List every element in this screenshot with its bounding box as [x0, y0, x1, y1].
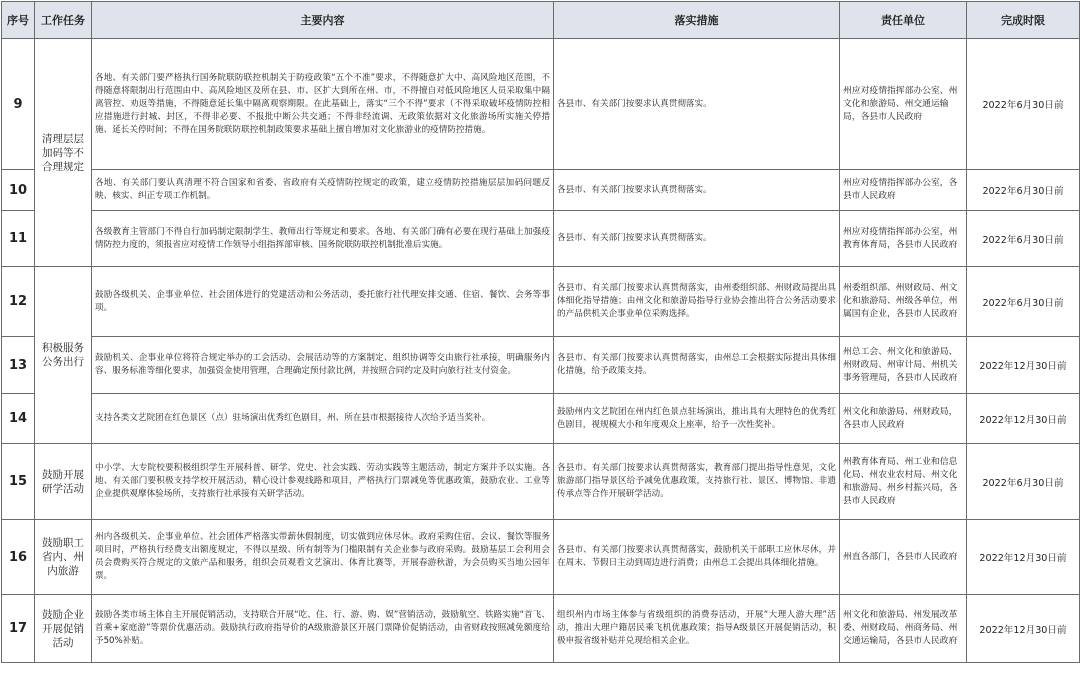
table-row — [2, 444, 1080, 520]
measures-cell: 各县市、有关部门按要求认真贯彻落实，由州总工会根据实际提出具体细化措施，给予政策支持。 — [554, 337, 840, 394]
deadline-cell: 2022年6月30日前 — [967, 170, 1080, 211]
table-row — [2, 211, 1080, 267]
deadline-cell: 2022年12月30日前 — [967, 337, 1080, 394]
deadline-cell: 2022年12月30日前 — [967, 520, 1080, 595]
measures-cell: 各县市、有关部门按要求认真贯彻落实，鼓励机关干部职工应休尽休，并在周末、节假日主动到周边进行消费；由州总工会提出具体细化措施。 — [554, 520, 840, 595]
row-seq: 14 — [2, 394, 35, 444]
unit-cell: 州总工会、州文化和旅游局、州财政局、州审计局、州机关事务管理局，各县市人民政府 — [840, 337, 967, 394]
unit-cell: 州文化和旅游局、州发展改革委、州财政局、州商务局、州交通运输局，各县市人民政府 — [840, 595, 967, 663]
unit-cell: 州直各部门，各县市人民政府 — [840, 520, 967, 595]
measures-cell: 组织州内市场主体参与省级组织的消费券活动，开展“大理人游大理”活动，推出大理户籍居民乘飞机优惠政策；指导A级景区开展促销活动，积极申报省级补贴并兑现给相关企业。 — [554, 595, 840, 663]
task-cell: 鼓励职工省内、州内旅游 — [35, 520, 92, 595]
table-row — [2, 520, 1080, 595]
header-measures: 落实措施 — [554, 2, 840, 39]
task-cell: 积极服务公务出行 — [35, 267, 92, 444]
content-cell: 鼓励机关、企事业单位将符合规定举办的工会活动、会展活动等的方案制定、组织协调等交由旅行社承接，明确服务内容、服务标准等细化要求，加强资金使用管理，合理确定预付款比例，并按照合同约定及时向旅行社支付资金。 — [92, 337, 554, 394]
unit-cell: 州文化和旅游局、州财政局，各县市人民政府 — [840, 394, 967, 444]
deadline-cell: 2022年6月30日前 — [967, 211, 1080, 267]
content-cell: 支持各类文艺院团在红色景区（点）驻场演出优秀红色剧目，州、所在县市根据接待人次给予适当奖补。 — [92, 394, 554, 444]
deadline-cell: 2022年6月30日前 — [967, 267, 1080, 337]
table-row — [2, 39, 1080, 170]
row-seq: 15 — [2, 444, 35, 520]
header-task: 工作任务 — [35, 2, 92, 39]
measures-cell: 各县市、有关部门按要求认真贯彻落实。 — [554, 39, 840, 170]
table-row — [2, 267, 1080, 337]
row-seq: 12 — [2, 267, 35, 337]
header-seq: 序号 — [2, 2, 35, 39]
policy-table — [1, 1, 1080, 663]
content-cell: 鼓励各类市场主体自主开展促销活动，支持联合开展“吃、住、行、游、购、娱”营销活动，鼓励航空、铁路实施“首飞、首乘+家庭游”等票价优惠活动。鼓励执行政府指导价的A级旅游景区开展门票降价促销活动，由省财政按照减免额度给予50%补贴。 — [92, 595, 554, 663]
table-row — [2, 337, 1080, 394]
measures-cell: 各县市、有关部门按要求认真贯彻落实，教育部门提出指导性意见，文化旅游部门指导景区给予减免优惠政策，支持旅行社、景区、博物馆、非遗传承点等合作开展研学活动。 — [554, 444, 840, 520]
unit-cell: 州教育体育局、州工业和信息化局、州农业农村局、州文化和旅游局、州乡村振兴局，各县市人民政府 — [840, 444, 967, 520]
table-header-row — [2, 2, 1080, 39]
row-seq: 11 — [2, 211, 35, 267]
deadline-cell: 2022年6月30日前 — [967, 39, 1080, 170]
task-cell: 鼓励开展研学活动 — [35, 444, 92, 520]
unit-cell: 州应对疫情指挥部办公室，州教育体育局，各县市人民政府 — [840, 211, 967, 267]
row-seq: 16 — [2, 520, 35, 595]
content-cell: 中小学、大专院校要积极组织学生开展科普、研学、党史、社会实践、劳动实践等主题活动，制定方案并予以实施。各地、有关部门要积极支持学校开展活动，精心设计参观线路和项目，严格执行门票减免等优惠政策，鼓励农业、工业等企业提供观摩体验场所，支持旅行社承接有关研学活动。 — [92, 444, 554, 520]
content-cell: 州内各级机关、企事业单位、社会团体严格落实带薪休假制度，切实做到应休尽休。政府采购住宿、会议、餐饮等服务项目时，严格执行经费支出额度规定，不得以星级、所有制等为门槛限制有关企业参与政府采购。鼓励基层工会利用会员会费购买符合规定的文旅产品和服务，组织会员观看文艺演出、体育比赛等，开展春游秋游，为会员购买当地公园年票。 — [92, 520, 554, 595]
content-cell: 各地、有关部门要认真清理不符合国家和省委、省政府有关疫情防控规定的政策，建立疫情防控措施层层加码问题反映、核实、纠正专项工作机制。 — [92, 170, 554, 211]
row-seq: 10 — [2, 170, 35, 211]
measures-cell: 各县市、有关部门按要求认真贯彻落实，由州委组织部、州财政局提出具体细化指导措施；由州文化和旅游局指导行业协会推出符合公务活动要求的产品供机关企事业单位采购选择。 — [554, 267, 840, 337]
header-unit: 责任单位 — [840, 2, 967, 39]
header-content: 主要内容 — [92, 2, 554, 39]
content-cell: 各级教育主管部门不得自行加码制定限制学生、教师出行等规定和要求。各地、有关部门确有必要在现行基础上加强疫情防控力度的，须报省应对疫情工作领导小组指挥部审核、国务院联防联控机制批准后实施。 — [92, 211, 554, 267]
measures-cell: 鼓励州内文艺院团在州内红色景点驻场演出，推出具有大理特色的优秀红色剧目，视规模大小和年度观众上座率，给予一次性奖补。 — [554, 394, 840, 444]
deadline-cell: 2022年12月30日前 — [967, 394, 1080, 444]
task-cell: 清理层层加码等不合理规定 — [35, 39, 92, 267]
row-seq: 9 — [2, 39, 35, 170]
table-row — [2, 595, 1080, 663]
deadline-cell: 2022年12月30日前 — [967, 595, 1080, 663]
row-seq: 13 — [2, 337, 35, 394]
unit-cell: 州应对疫情指挥部办公室、州文化和旅游局、州交通运输局，各县市人民政府 — [840, 39, 967, 170]
content-cell: 鼓励各级机关、企事业单位、社会团体进行的党建活动和公务活动，委托旅行社代理安排交通、住宿、餐饮、会务等事项。 — [92, 267, 554, 337]
measures-cell: 各县市、有关部门按要求认真贯彻落实。 — [554, 170, 840, 211]
unit-cell: 州应对疫情指挥部办公室，各县市人民政府 — [840, 170, 967, 211]
table-row — [2, 170, 1080, 211]
row-seq: 17 — [2, 595, 35, 663]
task-cell: 鼓励企业开展促销活动 — [35, 595, 92, 663]
deadline-cell: 2022年6月30日前 — [967, 444, 1080, 520]
unit-cell: 州委组织部、州财政局、州文化和旅游局、州级各单位，州属国有企业，各县市人民政府 — [840, 267, 967, 337]
measures-cell: 各县市、有关部门按要求认真贯彻落实。 — [554, 211, 840, 267]
header-deadline: 完成时限 — [967, 2, 1080, 39]
content-cell: 各地、有关部门要严格执行国务院联防联控机制关于防疫政策“五个不准”要求，不得随意扩大中、高风险地区范围，不得随意将限制出行范围由中、高风险地区及所在县、市、区扩大到所在州、市，不得擅自对低风险地区人员采取集中隔离管控、劝返等措施，不得随意延长集中隔离观察期限。在此基础上，落实“三个不得”要求（不得采取破坏疫情防控相应措施进行封城、封区，不得非必要、不报批中断公共交通；不得非经流调、无政策依据对文化旅游场所实施关停措施、延长关停时间；不得在国务院联防联控机制政策要求基础上擅自增加对文化旅游业的疫情防控措施。 — [92, 39, 554, 170]
table-row — [2, 394, 1080, 444]
